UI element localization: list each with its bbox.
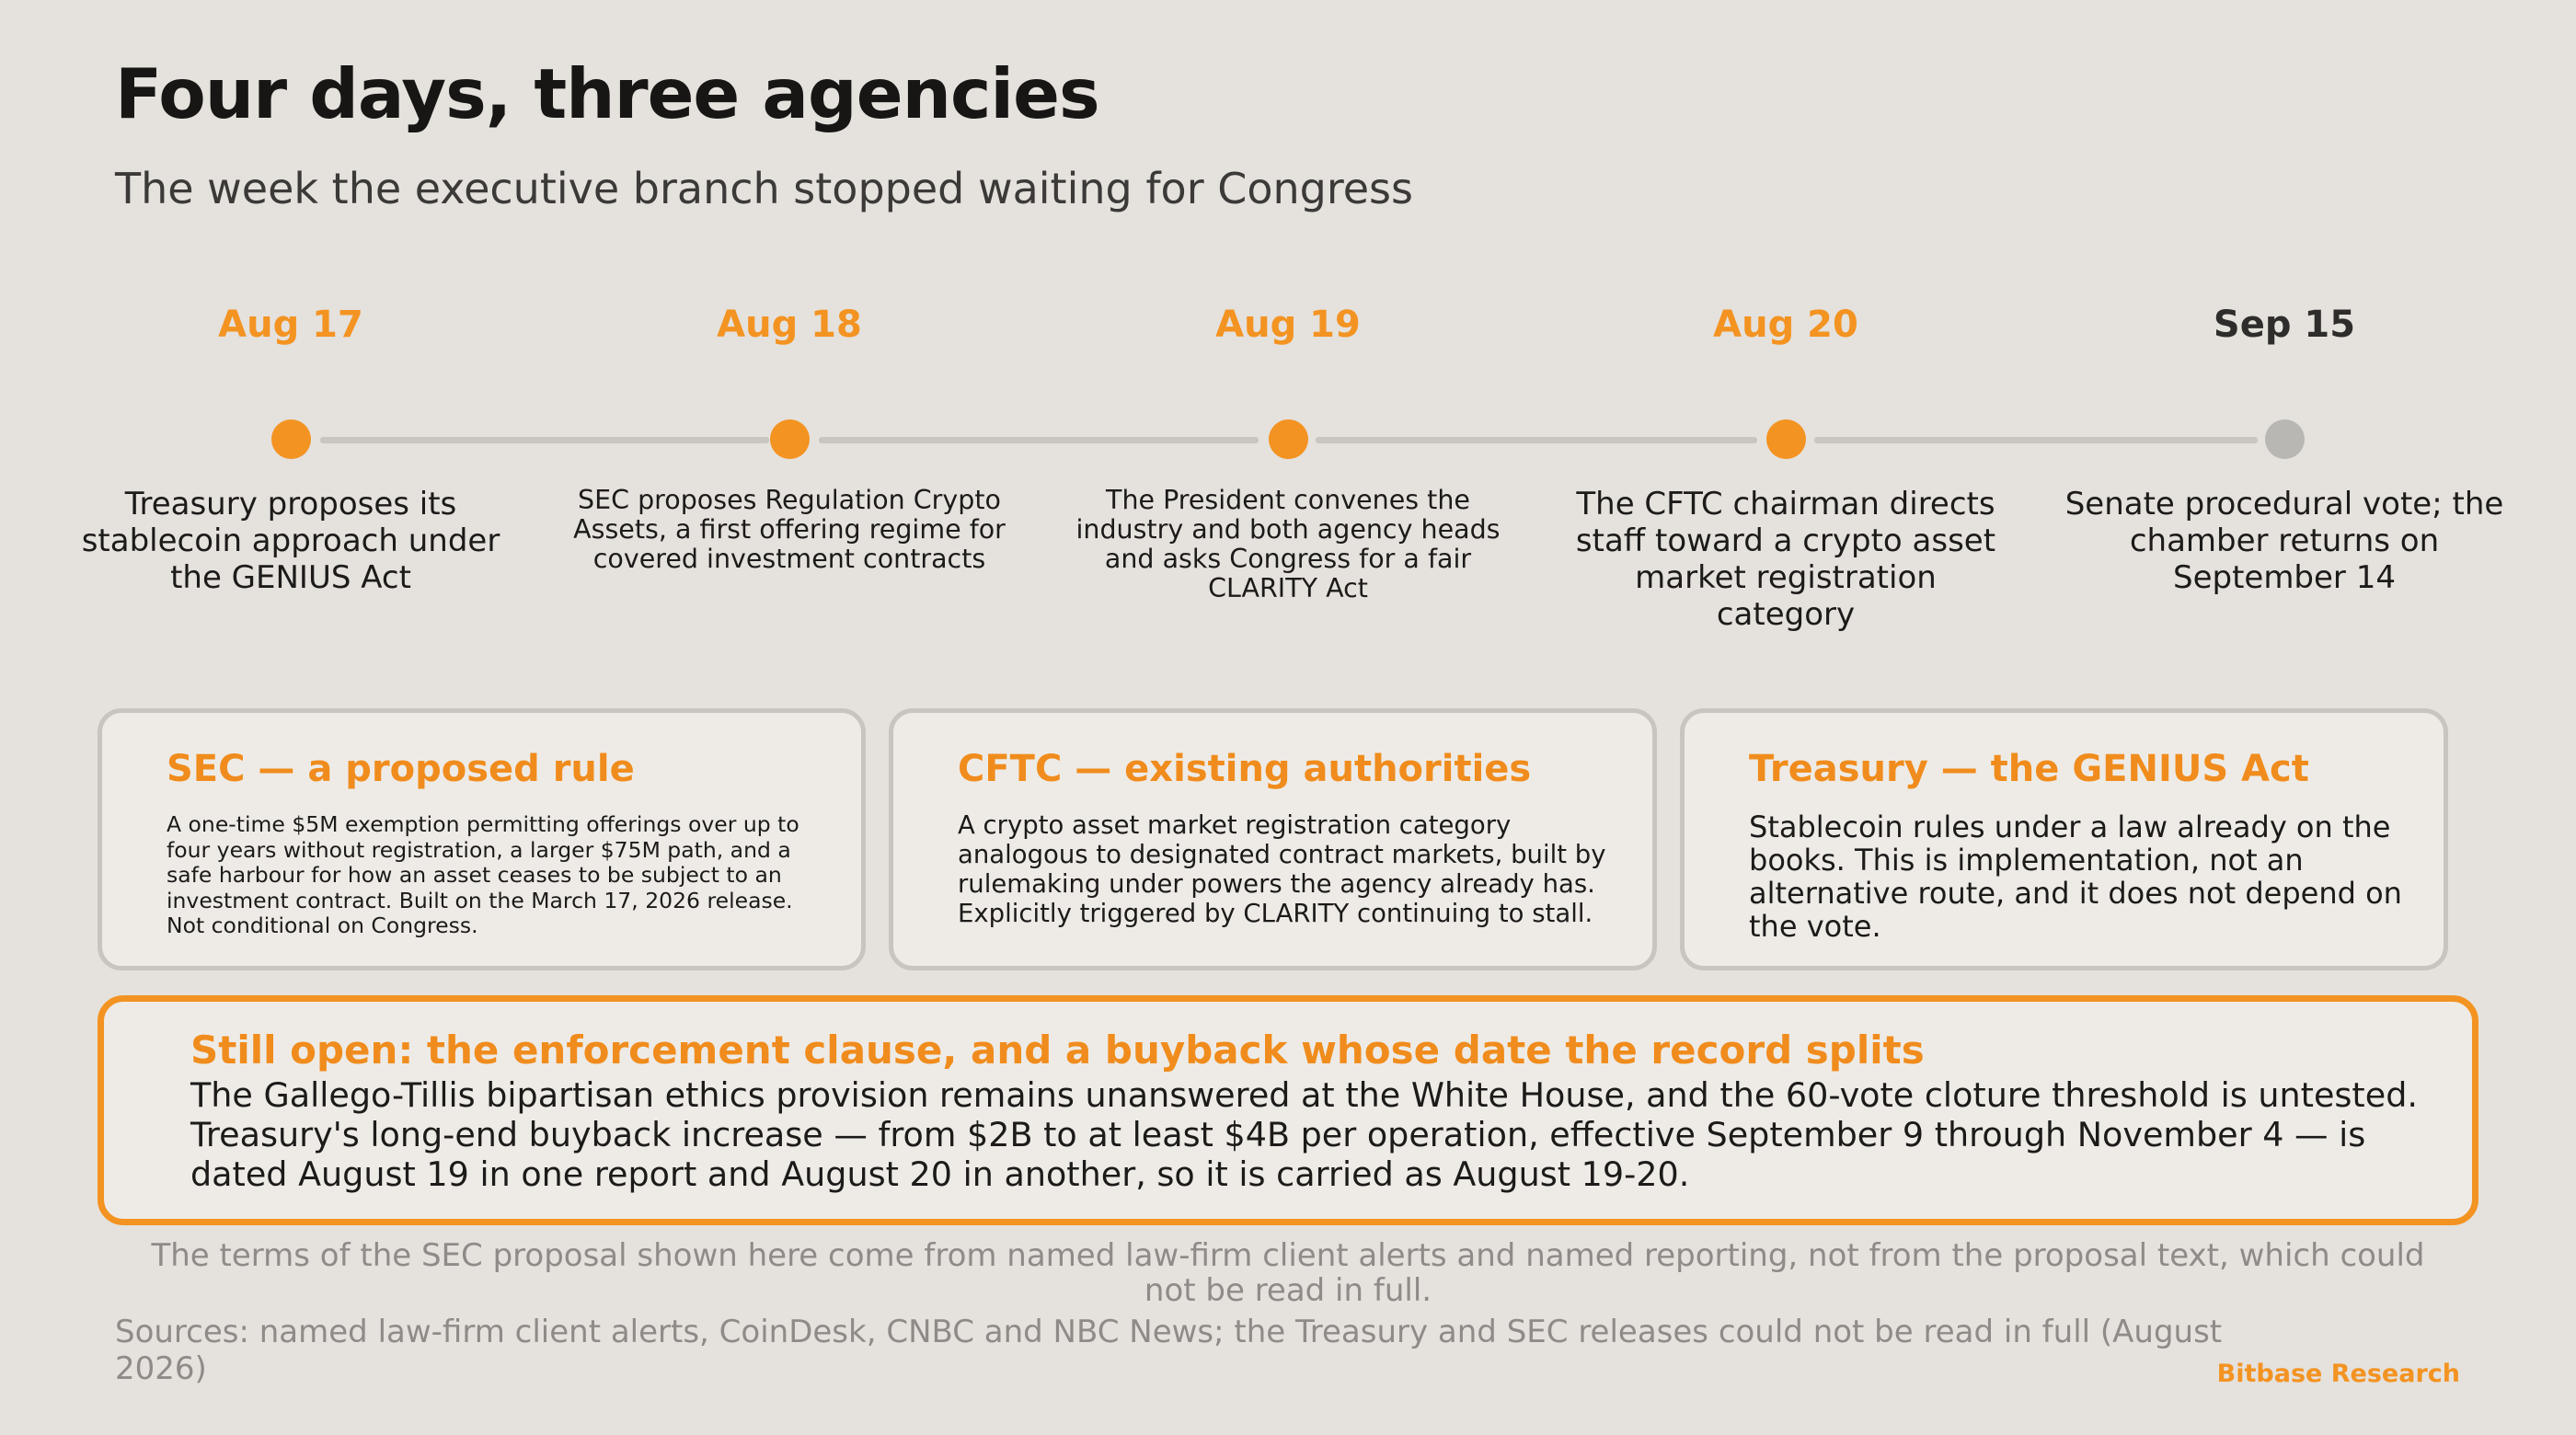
timeline-description: Treasury proposes its stablecoin approach under the GENIUS Act	[81, 486, 500, 596]
timeline-dot	[1269, 419, 1308, 459]
timeline-date: Aug 18	[717, 304, 862, 346]
timeline-dot-upcoming	[2265, 419, 2305, 459]
agency-card-sec	[98, 708, 866, 970]
timeline-date: Aug 20	[1713, 304, 1858, 346]
timeline-dot	[1766, 419, 1806, 459]
page-subtitle: The week the executive branch stopped waiting for Congress	[115, 164, 1413, 213]
brand-logo-text: Bitbase Research	[2216, 1360, 2460, 1388]
timeline-date: Sep 15	[2213, 304, 2356, 346]
still-open-callout	[98, 995, 2478, 1225]
timeline-event-aug-20	[1556, 0, 2016, 644]
timeline-event-sep-15	[2054, 0, 2514, 644]
card-title: CFTC — existing authorities	[958, 748, 1532, 790]
page-title: Four days, three agencies	[115, 53, 1099, 134]
card-title: SEC — a proposed rule	[167, 748, 635, 790]
card-body: Stablecoin rules under a law already on the books. This is implementation, not an alternative route, and it does not depend on the vote.	[1749, 809, 2402, 944]
timeline-description: Senate procedural vote; the chamber returns on September 14	[2064, 486, 2504, 596]
timeline-description: The CFTC chairman directs staff toward a crypto asset market registration category	[1575, 486, 1996, 633]
timeline-dot	[271, 419, 311, 459]
timeline-event-aug-19	[1058, 0, 1518, 644]
sources-text: Sources: named law-firm client alerts, CoinDesk, CNBC and NBC News; the Treasury and SEC releases could not be read in full (August 2026)	[115, 1314, 2223, 1387]
card-body: A crypto asset market registration category analogous to designated contract markets, built by rulemaking under powers the agency already has. Explicitly triggered by CLARITY continuing to stall.	[958, 810, 1606, 928]
timeline-date: Aug 17	[218, 304, 363, 346]
timeline-description: The President convenes the industry and both agency heads and asks Congress for a fair CLARITY Act	[1075, 485, 1501, 603]
timeline-event-aug-18	[559, 0, 1019, 644]
timeline-dot	[770, 419, 810, 459]
caveat-note: The terms of the SEC proposal shown here come from named law-firm client alerts and named reporting, not from the proposal text, which could not be read in full.	[151, 1237, 2425, 1309]
card-title: Treasury — the GENIUS Act	[1749, 748, 2309, 790]
callout-title: Still open: the enforcement clause, and a buyback whose date the record splits	[190, 1027, 1925, 1073]
timeline-description: SEC proposes Regulation Crypto Assets, a first offering regime for covered investment contracts	[573, 485, 1006, 574]
timeline-event-aug-17	[61, 0, 521, 644]
agency-card-treasury	[1680, 708, 2448, 970]
timeline-date: Aug 19	[1215, 304, 1361, 346]
agency-card-cftc	[889, 708, 1657, 970]
callout-body: The Gallego-Tillis bipartisan ethics provision remains unanswered at the White House, and the 60-vote cloture threshold is untested. Treasury's long-end buyback increase — from $2B to at least $4B per operation, effective September 9 through November 4 — is dated August 19 in one report and August 20 in another, so it is carried as August 19-20.	[190, 1075, 2418, 1194]
card-body: A one-time $5M exemption permitting offerings over up to four years without registration, a larger $75M path, and a safe harbour for how an asset ceases to be subject to an investment contract. Built on the March 17, 2026 release. Not conditional on Congress.	[167, 811, 799, 938]
